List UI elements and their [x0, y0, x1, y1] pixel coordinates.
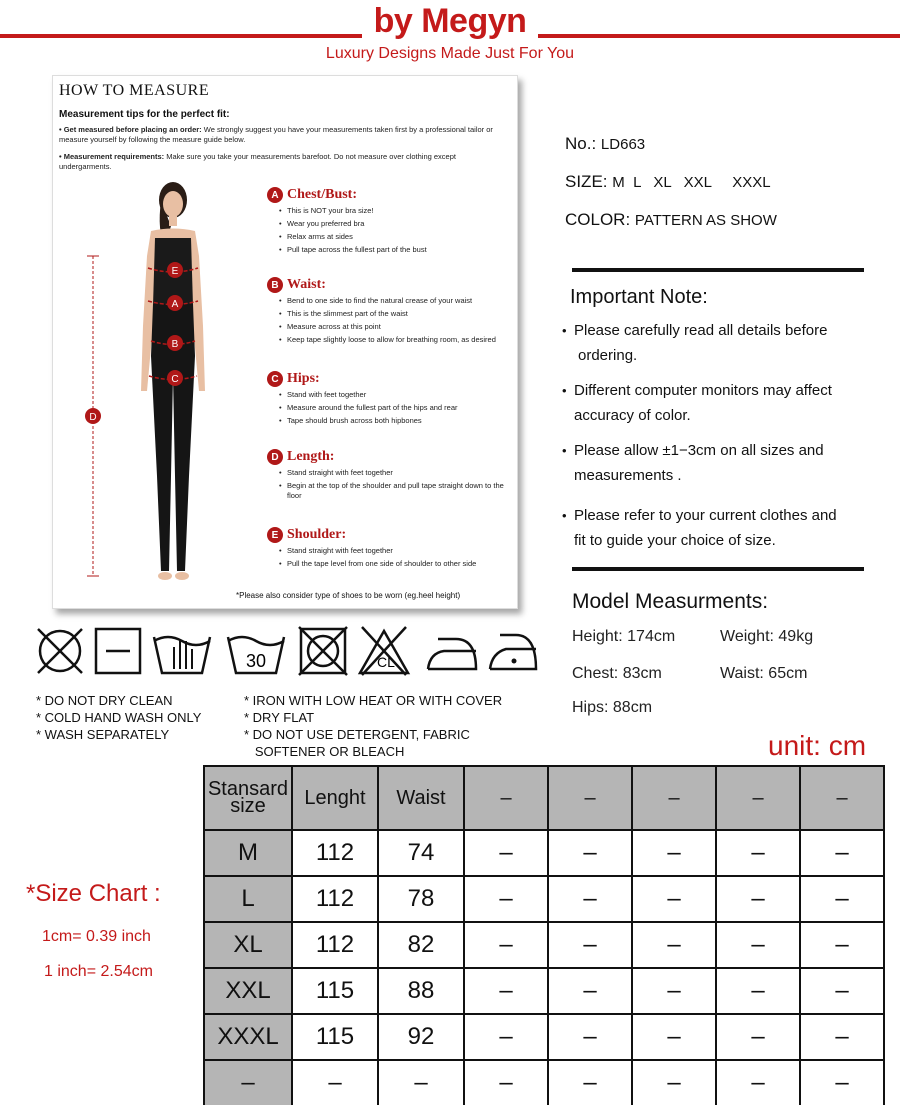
product-color: COLOR: PATTERN AS SHOW [565, 210, 777, 229]
note-item: • Different computer monitors may affect accuracy of color. [562, 382, 832, 424]
table-cell: – [800, 1014, 884, 1060]
divider [572, 567, 864, 571]
iron-medium-icon [486, 625, 542, 677]
table-cell: 112 [292, 876, 378, 922]
table-cell: – [716, 876, 800, 922]
table-cell: – [716, 830, 800, 876]
dry-flat-icon [92, 625, 144, 677]
header-cell: Stansard size [204, 766, 292, 830]
table-cell: – [716, 1014, 800, 1060]
table-cell: – [378, 1060, 464, 1105]
table-cell: – [464, 876, 548, 922]
brand-logo: by Megyn [373, 2, 527, 40]
model-weight: Weight: 49kg [720, 628, 814, 645]
table-cell: – [292, 1060, 378, 1105]
table-cell: – [800, 830, 884, 876]
table-row [204, 922, 884, 968]
table-cell: – [548, 876, 632, 922]
no-dry-clean-icon [34, 625, 86, 677]
section-hips: C Hips: • Stand with feet together • Measure around the fullest part of the hips and rear • Tape should brush across both hipbones [267, 370, 517, 429]
header-cell: Waist [378, 766, 464, 830]
header-cell: Lenght [292, 766, 378, 830]
letter-a-icon: A [267, 187, 283, 203]
table-cell: – [548, 1060, 632, 1105]
table-cell: – [632, 876, 716, 922]
table-cell: – [716, 1060, 800, 1105]
section-chest-bust: A Chest/Bust: • This is NOT your bra size! • Wear you preferred bra • Relax arms at sides • Pull tape across the fullest part of the bust [267, 186, 517, 258]
size-cell: XXL [204, 968, 292, 1014]
table-cell: – [800, 922, 884, 968]
model-measurements-title: Model Measurments: [572, 590, 769, 613]
svg-text:E: E [171, 266, 179, 277]
no-chlorine-bleach-icon [356, 625, 412, 677]
size-cell: XL [204, 922, 292, 968]
table-cell: – [632, 830, 716, 876]
svg-text:A: A [171, 299, 179, 310]
table-cell: – [464, 922, 548, 968]
marker-d [85, 408, 101, 424]
divider [572, 268, 864, 272]
measure-tip-2: • Measurement requirements: Make sure you take your measurements barefoot. Do not measure over clothing except undergarments. [59, 152, 456, 171]
note-item: • Please carefully read all details before ordering. [562, 322, 828, 364]
model-waist: Waist: 65cm [720, 665, 808, 682]
table-cell: 78 [378, 876, 464, 922]
unit-label: unit: cm [768, 730, 867, 761]
header-cell: – [632, 766, 716, 830]
size-cell: – [204, 1060, 292, 1105]
section-waist: B Waist: • Bend to one side to find the natural crease of your waist • This is the slimmest part of the waist • Measure across at this point • Keep tape slightly loose to allow for breathing room, as desired [267, 276, 517, 348]
no-tumble-dry-icon [295, 625, 351, 677]
table-cell: – [464, 1014, 548, 1060]
wash-30-icon [224, 625, 288, 677]
table-cell: – [632, 1014, 716, 1060]
table-cell: 112 [292, 922, 378, 968]
measure-title: HOW TO MEASURE [59, 82, 210, 99]
table-cell: – [716, 922, 800, 968]
shoes-footnote: *Please also consider type of shoes to be worn (eg.heel height) [236, 591, 461, 600]
table-cell: – [548, 830, 632, 876]
table-cell: – [464, 830, 548, 876]
note-item: • Please refer to your current clothes and fit to guide your choice of size. [562, 507, 837, 549]
brand-tagline: Luxury Designs Made Just For You [325, 45, 575, 62]
table-cell: – [548, 968, 632, 1014]
table-cell: – [632, 968, 716, 1014]
svg-text:D: D [89, 412, 97, 423]
header-cell: – [800, 766, 884, 830]
table-cell: – [716, 968, 800, 1014]
table-row [204, 1060, 884, 1105]
header-rule-right [538, 34, 900, 38]
size-chart-title: *Size Chart : [26, 880, 161, 907]
model-figure-illustration [53, 176, 268, 606]
letter-b-icon: B [267, 277, 283, 293]
table-cell: – [632, 922, 716, 968]
size-cell: L [204, 876, 292, 922]
conversion-cm-inch: 1cm= 0.39 inch [42, 928, 151, 945]
conversion-inch-cm: 1 inch= 2.54cm [44, 963, 153, 980]
svg-text:30: 30 [245, 651, 267, 671]
table-cell: – [800, 1060, 884, 1105]
marker-b [167, 335, 183, 351]
measure-tip-1: • Get measured before placing an order: We strongly suggest you have your measurements taken first by a professional tailor or measure yourself by following the measure guide below. [59, 125, 493, 144]
header-cell: – [716, 766, 800, 830]
how-to-measure-card [52, 75, 518, 609]
table-cell: 92 [378, 1014, 464, 1060]
care-instructions-left: * DO NOT DRY CLEAN * COLD HAND WASH ONLY * WASH SEPARATELY [36, 693, 202, 742]
svg-text:C: C [171, 374, 179, 385]
size-cell: XXXL [204, 1014, 292, 1060]
svg-text:B: B [171, 339, 179, 350]
table-cell: – [548, 1014, 632, 1060]
iron-low-icon [422, 625, 482, 677]
marker-a [167, 295, 183, 311]
model-hips: Hips: 88cm [572, 699, 653, 716]
header-rule-left [0, 34, 362, 38]
letter-e-icon: E [267, 527, 283, 543]
table-cell: – [464, 1060, 548, 1105]
letter-c-icon: C [267, 371, 283, 387]
table-cell: 88 [378, 968, 464, 1014]
header-cell: – [548, 766, 632, 830]
size-chart-table [203, 765, 885, 1105]
table-cell: – [800, 968, 884, 1014]
marker-c [167, 370, 183, 386]
table-cell: – [548, 922, 632, 968]
svg-text:CL: CL [377, 654, 395, 670]
product-sizes: SIZE: M L XL XXL XXXL [565, 172, 771, 191]
table-cell: 82 [378, 922, 464, 968]
table-row [204, 876, 884, 922]
section-length: D Length: • Stand straight with feet together • Begin at the top of the shoulder and pull tape straight down to the floor [267, 448, 517, 501]
table-cell: 115 [292, 1014, 378, 1060]
model-chest: Chest: 83cm [572, 665, 662, 682]
table-header-row [204, 766, 884, 830]
model-height: Height: 174cm [572, 628, 676, 645]
section-shoulder: E Shoulder: • Stand straight with feet together • Pull the tape level from one side of shoulder to other side [267, 526, 517, 572]
measure-tips-title: Measurement tips for the perfect fit: [59, 109, 230, 120]
marker-e [167, 262, 183, 278]
table-row [204, 968, 884, 1014]
letter-d-icon: D [267, 449, 283, 465]
table-row [204, 1014, 884, 1060]
product-number: No.: LD663 [565, 134, 646, 153]
table-row [204, 830, 884, 876]
table-cell: 115 [292, 968, 378, 1014]
size-cell: M [204, 830, 292, 876]
table-cell: 74 [378, 830, 464, 876]
hand-wash-icon [150, 625, 214, 677]
care-instructions-right: * IRON WITH LOW HEAT OR WITH COVER * DRY FLAT * DO NOT USE DETERGENT, FABRIC SOFTENER OR BLEACH [244, 693, 503, 759]
important-note-title: Important Note: [570, 286, 708, 308]
table-cell: – [464, 968, 548, 1014]
note-item: • Please allow ±1−3cm on all sizes and measurements . [562, 442, 824, 484]
header-cell: – [464, 766, 548, 830]
table-cell: – [800, 876, 884, 922]
table-cell: – [632, 1060, 716, 1105]
table-cell: 112 [292, 830, 378, 876]
